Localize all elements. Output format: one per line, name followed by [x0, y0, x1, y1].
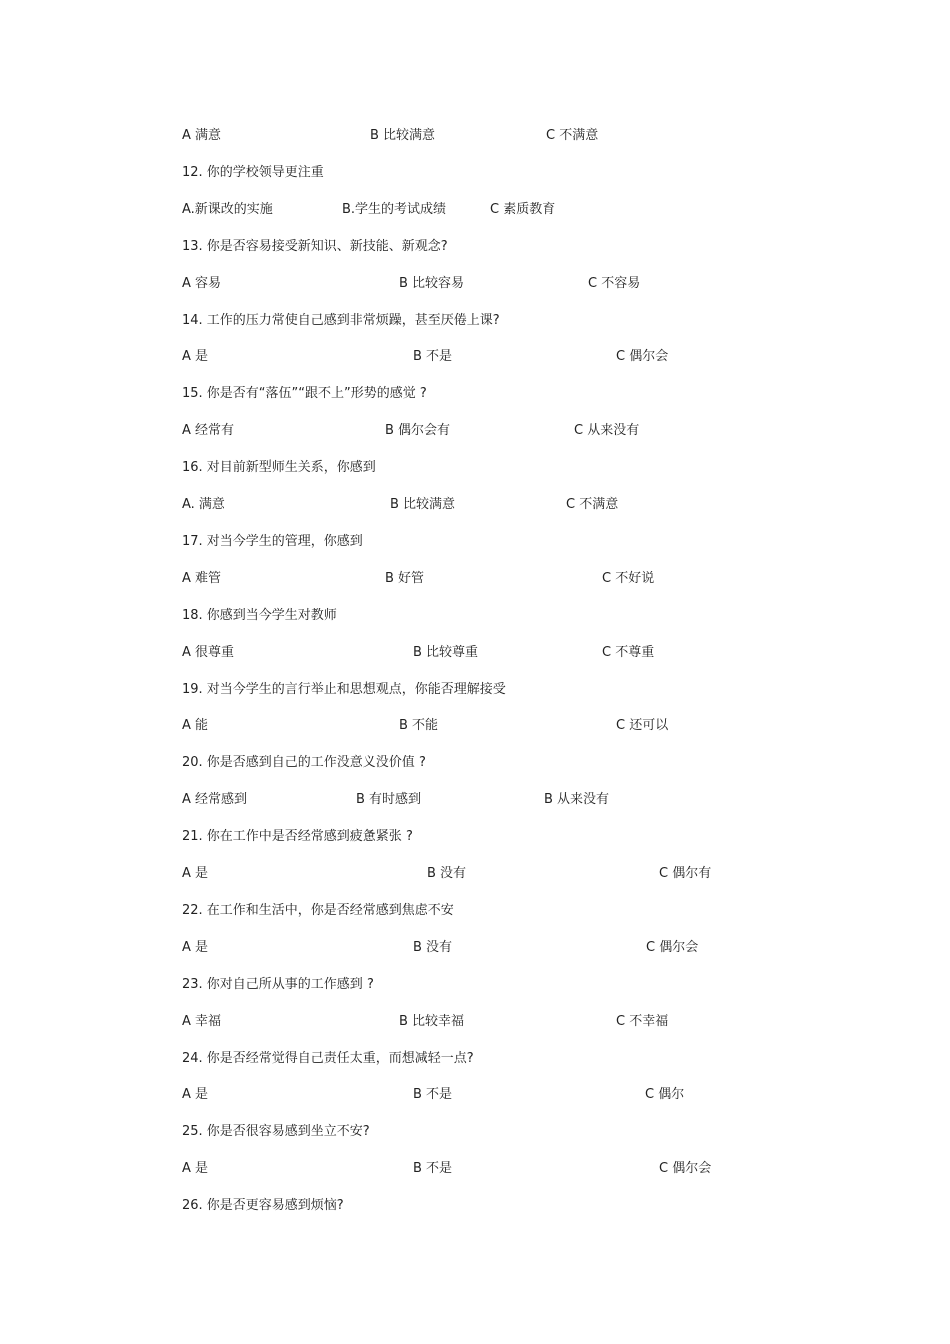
answer-option: B 不能	[399, 718, 439, 734]
answer-option: B 比较幸福	[399, 1013, 465, 1029]
answer-option: A 是	[182, 939, 209, 955]
option-row	[182, 1085, 782, 1105]
answer-option: B 比较满意	[390, 497, 456, 512]
question-text: 17. 对当今学生的管理，你感到	[182, 533, 363, 549]
question-text: 25. 你是否很容易感到坐立不安?	[182, 1124, 370, 1140]
question-text: 20. 你是否感到自己的工作没意义没价值 ?	[182, 755, 426, 771]
answer-option: B.学生的考试成绩	[342, 201, 447, 217]
answer-option: A 是	[182, 1161, 209, 1177]
answer-option: B 比较满意	[370, 128, 436, 143]
question-text: 22. 在工作和生活中，你是否经常感到焦虑不安	[182, 902, 454, 918]
answer-option: C 素质教育	[490, 201, 556, 217]
question-text: 14. 工作的压力常使自己感到非常烦躁，甚至厌倦上课?	[182, 312, 500, 328]
answer-option: A.新课改的实施	[182, 201, 273, 217]
answer-option: A 容易	[182, 275, 222, 291]
answer-option: A 是	[182, 866, 209, 881]
option-row	[182, 716, 782, 736]
question-text: 24. 你是否经常觉得自己责任太重，而想减轻一点?	[182, 1050, 474, 1066]
option-row	[182, 495, 782, 515]
answer-option: C 不满意	[566, 497, 619, 512]
question-text: 12. 你的学校领导更注重	[182, 164, 324, 180]
option-row	[182, 200, 782, 220]
answer-option: B 不是	[413, 1087, 453, 1103]
question-text: 21. 你在工作中是否经常感到疲惫紧张 ?	[182, 829, 413, 845]
option-row	[182, 938, 782, 958]
answer-option: C 不容易	[588, 275, 641, 291]
answer-option: B 好管	[385, 570, 425, 586]
option-row	[182, 274, 782, 294]
answer-option: B 没有	[413, 939, 453, 955]
option-row	[182, 126, 782, 146]
question-text: 15. 你是否有“落伍”“跟不上”形势的感觉 ?	[182, 386, 427, 402]
answer-option: B 不是	[413, 349, 453, 365]
answer-option: C 不好说	[602, 570, 655, 586]
answer-option: C 偶尔会	[646, 939, 699, 955]
answer-option: C 偶尔有	[659, 866, 712, 881]
answer-option: B 偶尔会有	[385, 423, 451, 439]
question-text: 19. 对当今学生的言行举止和思想观点，你能否理解接受	[182, 681, 506, 697]
question-text: 26. 你是否更容易感到烦恼?	[182, 1198, 344, 1214]
option-row	[182, 1159, 782, 1179]
question-text: 16. 对目前新型师生关系，你感到	[182, 460, 376, 476]
option-row	[182, 421, 782, 441]
answer-option: A 是	[182, 1087, 209, 1103]
answer-option: B 不是	[413, 1161, 453, 1177]
answer-option: A 难管	[182, 570, 222, 586]
answer-option: C 偶尔	[645, 1087, 685, 1103]
option-row	[182, 864, 782, 884]
answer-option: B 比较容易	[399, 275, 465, 291]
answer-option: B 有时感到	[356, 792, 422, 808]
option-row	[182, 1012, 782, 1032]
question-text: 13. 你是否容易接受新知识、新技能、新观念?	[182, 238, 448, 254]
answer-option: C 偶尔会	[659, 1161, 712, 1177]
question-text: 23. 你对自己所从事的工作感到 ?	[182, 976, 374, 992]
answer-option: C 不满意	[546, 128, 599, 143]
option-row	[182, 569, 782, 589]
answer-option: A 能	[182, 718, 209, 734]
answer-option: A 满意	[182, 128, 222, 143]
answer-option: A. 满意	[182, 497, 225, 512]
answer-option: A 幸福	[182, 1013, 222, 1029]
question-text: 18. 你感到当今学生对教师	[182, 607, 337, 623]
option-row	[182, 643, 782, 663]
answer-option: A 经常有	[182, 423, 235, 439]
answer-option: B 比较尊重	[413, 644, 479, 660]
option-row	[182, 790, 782, 810]
answer-option: C 不幸福	[616, 1013, 669, 1029]
answer-option: A 是	[182, 349, 209, 365]
answer-option: C 偶尔会	[616, 349, 669, 365]
option-row	[182, 347, 782, 367]
answer-option: C 还可以	[616, 718, 669, 734]
answer-option: C 从来没有	[574, 423, 640, 439]
answer-option: B 从来没有	[544, 792, 610, 808]
answer-option: A 很尊重	[182, 644, 235, 660]
answer-option: A 经常感到	[182, 792, 248, 808]
answer-option: C 不尊重	[602, 644, 655, 660]
answer-option: B 没有	[427, 866, 467, 881]
